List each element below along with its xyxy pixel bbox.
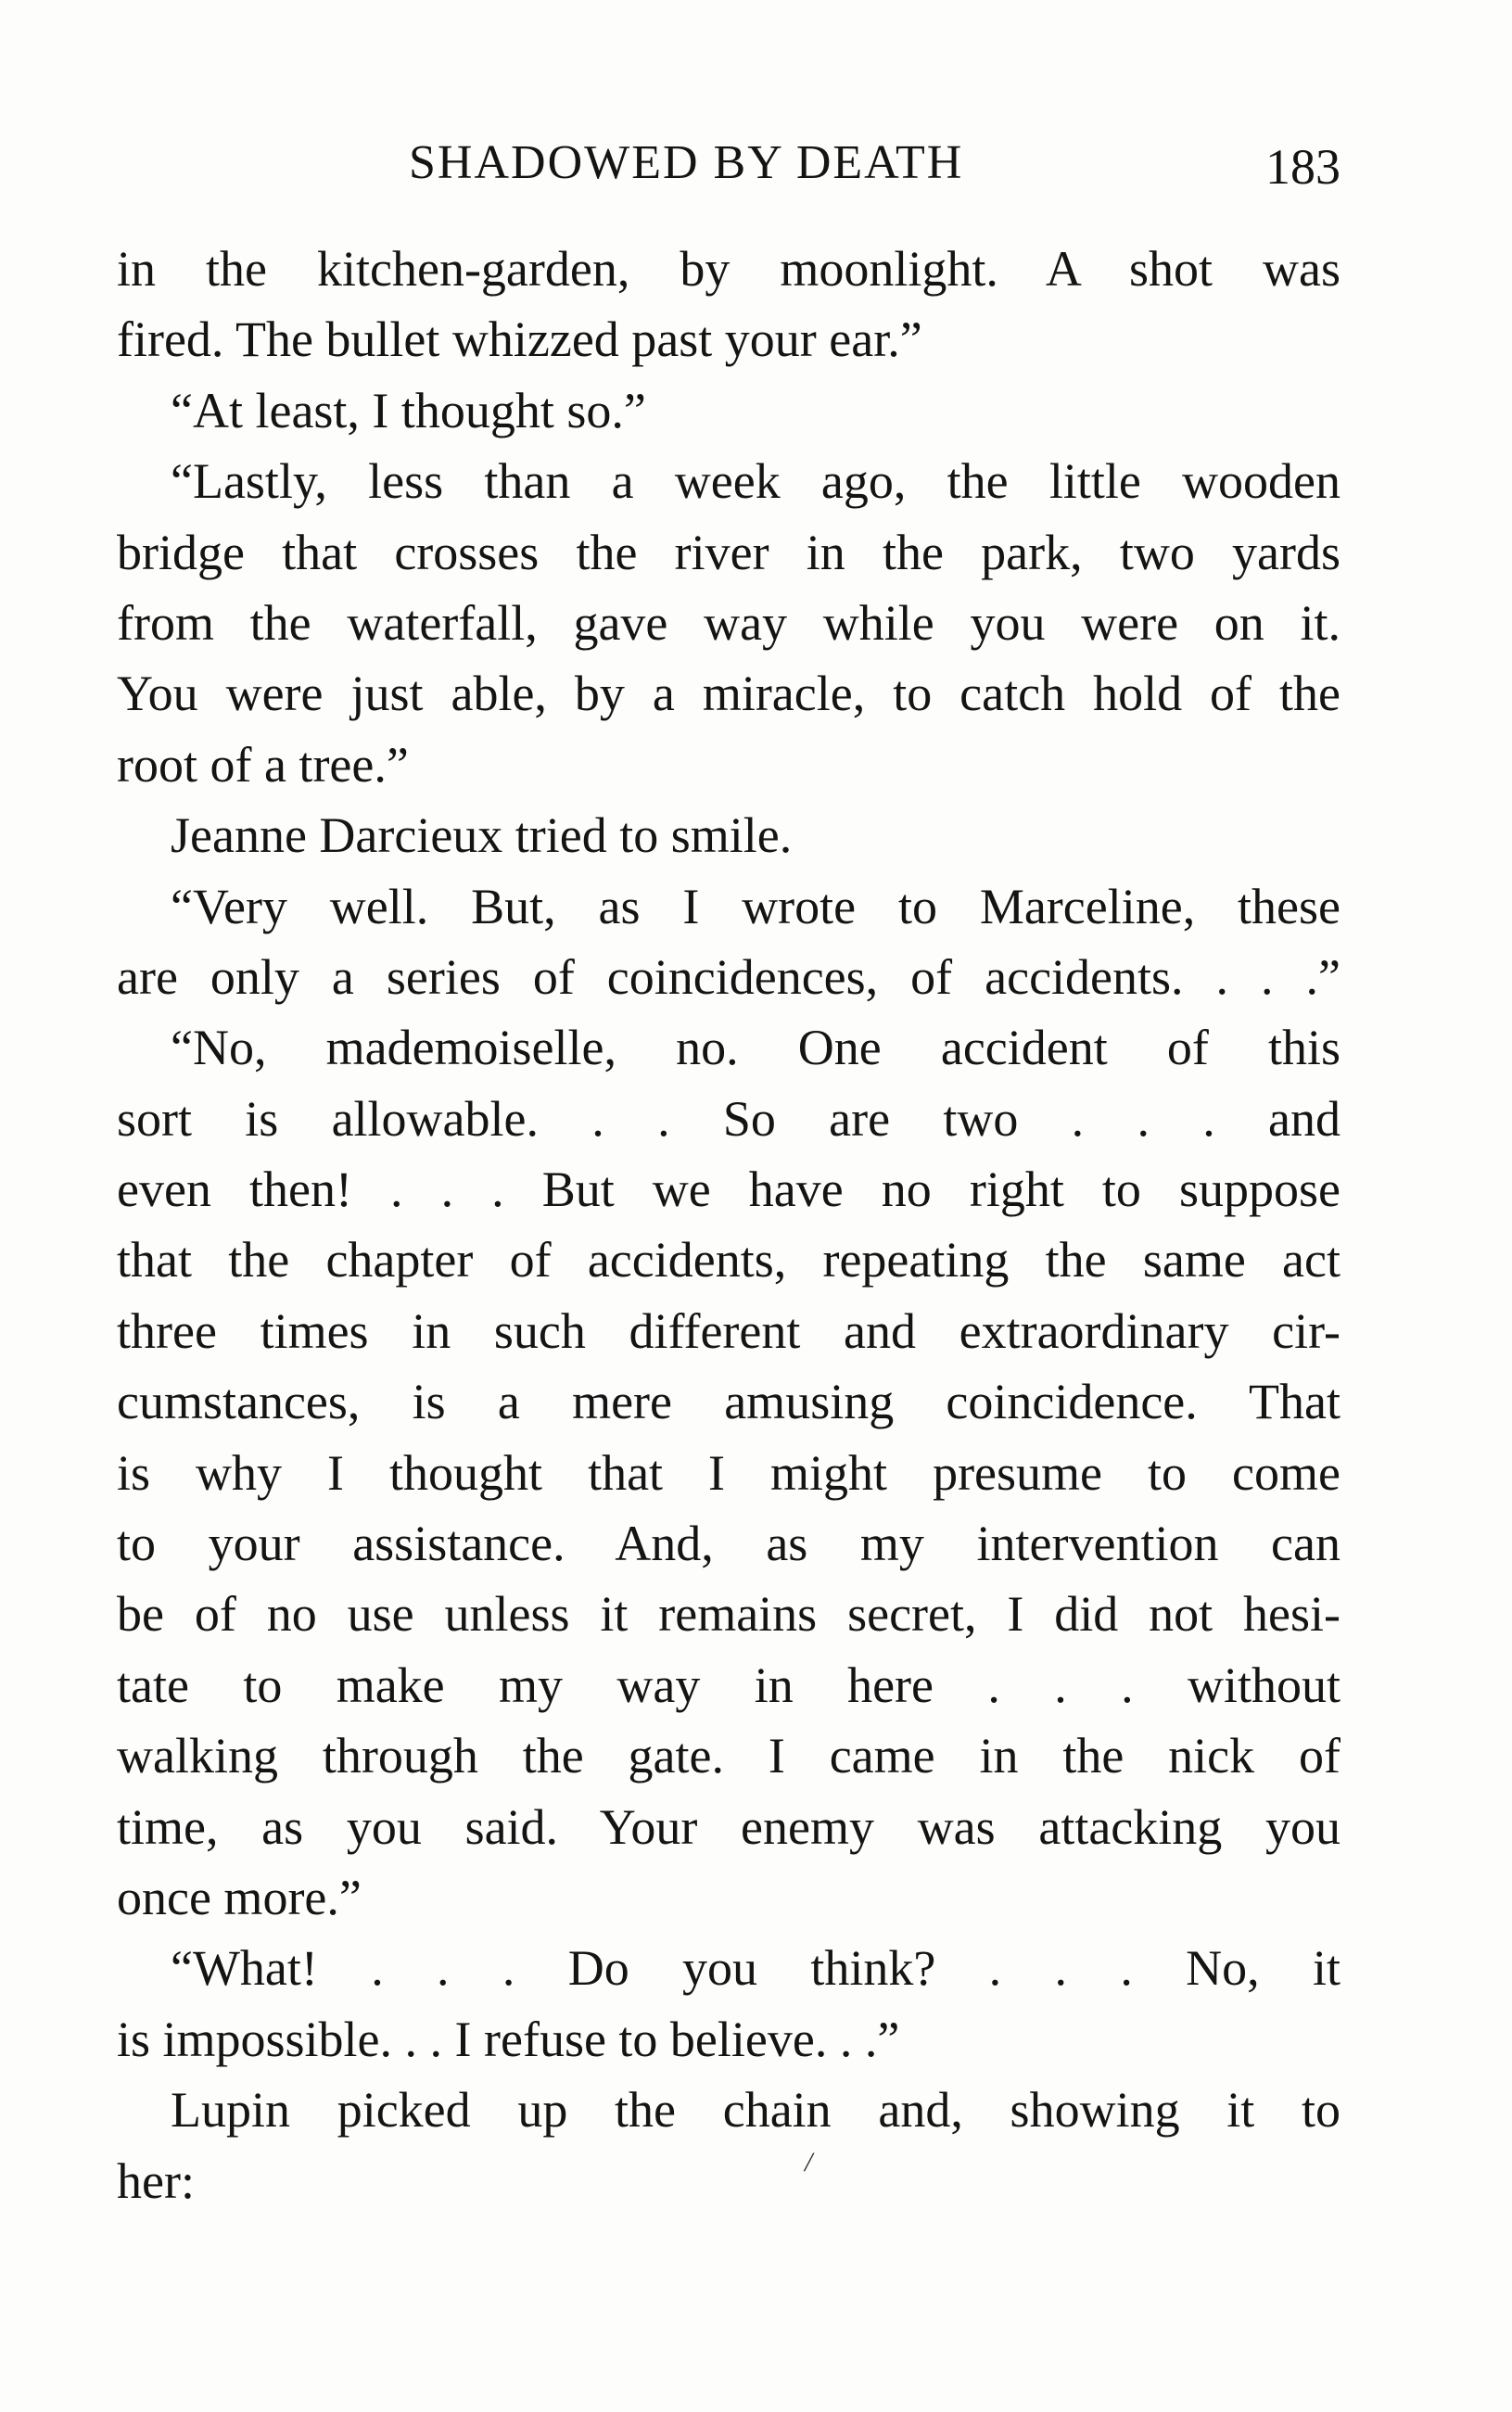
text-line: Lupin picked up the chain and, showing it to bbox=[171, 2082, 1340, 2139]
text-line: “What! . . . Do you think? . . . No, it bbox=[171, 1940, 1340, 1997]
text-line: root of a tree.” bbox=[117, 736, 409, 793]
text-line: three times in such different and extraordinary cir- bbox=[117, 1302, 1340, 1359]
text-line: “Lastly, less than a week ago, the little wooden bbox=[171, 453, 1340, 510]
text-line: is why I thought that I might presume to come bbox=[117, 1444, 1340, 1501]
text-line: are only a series of coincidences, of accidents. . . .” bbox=[117, 948, 1340, 1005]
text-line: sort is allowable. . . So are two . . . and bbox=[117, 1090, 1340, 1147]
text-line: in the kitchen-garden, by moonlight. A shot was bbox=[117, 241, 1340, 297]
text-line: be of no use unless it remains secret, I did not hesi- bbox=[117, 1586, 1340, 1643]
text-line: tate to make my way in here . . . without bbox=[117, 1657, 1340, 1713]
text-line: “At least, I thought so.” bbox=[171, 382, 646, 438]
stray-ink-mark: / bbox=[805, 2147, 813, 2177]
text-line: “No, mademoiselle, no. One accident of this bbox=[171, 1020, 1340, 1076]
text-line: is impossible. . . I refuse to believe. . .” bbox=[117, 2011, 900, 2067]
text-line: to your assistance. And, as my intervention can bbox=[117, 1516, 1340, 1572]
page-number: 183 bbox=[1265, 139, 1340, 195]
text-line: cumstances, is a mere amusing coincidence. That bbox=[117, 1374, 1340, 1430]
text-line: “Very well. But, as I wrote to Marceline, these bbox=[171, 878, 1340, 934]
running-head bbox=[117, 126, 1340, 200]
text-line: You were just able, by a miracle, to catch hold of the bbox=[117, 666, 1340, 722]
text-line: bridge that crosses the river in the park, two yards bbox=[117, 524, 1340, 580]
text-line: her: bbox=[117, 2152, 195, 2209]
text-line: fired. The bullet whizzed past your ear.” bbox=[117, 311, 922, 368]
text-line: from the waterfall, gave way while you were on it. bbox=[117, 594, 1340, 651]
text-line: that the chapter of accidents, repeating the same act bbox=[117, 1232, 1340, 1289]
text-line: once more.” bbox=[117, 1869, 362, 1925]
text-line: walking through the gate. I came in the nick of bbox=[117, 1728, 1340, 1784]
running-title: SHADOWED BY DEATH bbox=[409, 136, 964, 189]
text-line: time, as you said. Your enemy was attacking you bbox=[117, 1798, 1340, 1855]
text-line: even then! . . . But we have no right to suppose bbox=[117, 1162, 1340, 1218]
body-text bbox=[117, 234, 1340, 2216]
text-line: Jeanne Darcieux tried to smile. bbox=[171, 807, 793, 864]
